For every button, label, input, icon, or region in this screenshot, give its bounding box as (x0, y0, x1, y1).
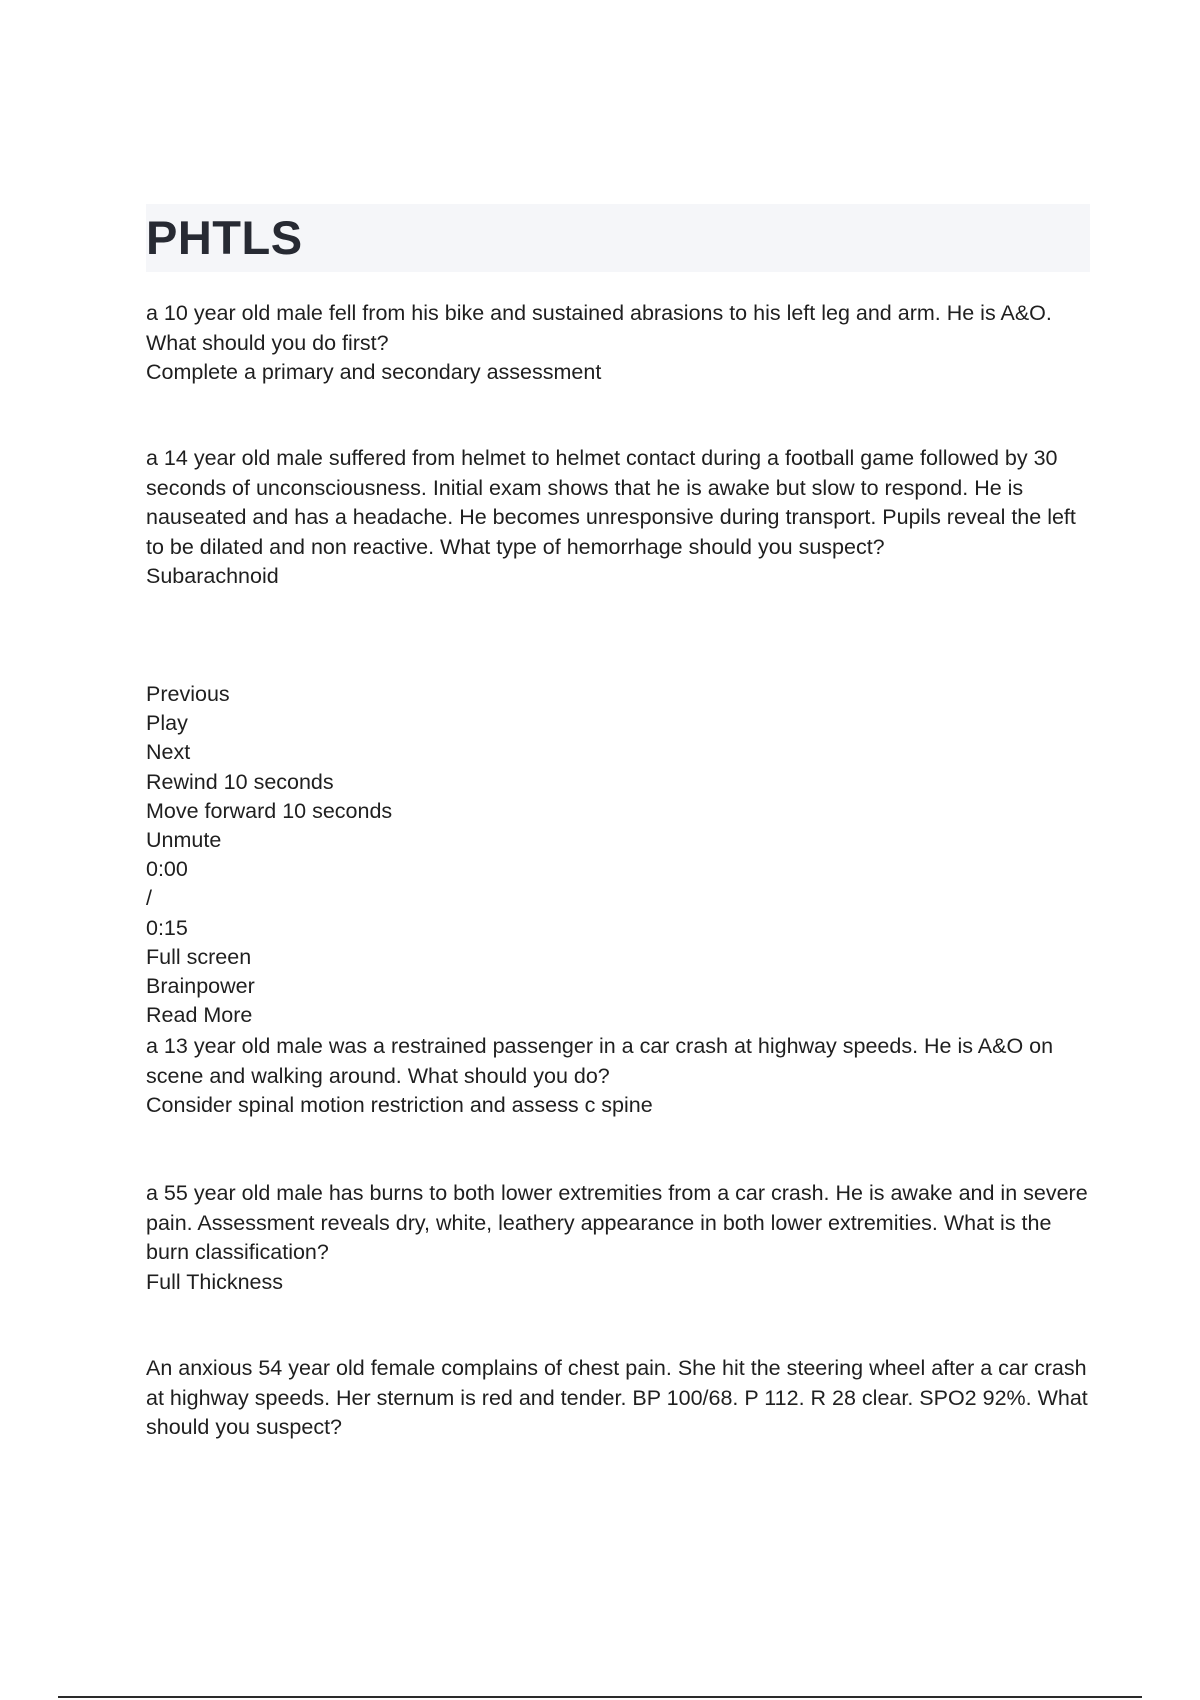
time-separator: / (146, 886, 152, 911)
fullscreen-button[interactable]: Full screen (146, 944, 252, 969)
card-answer: Subarachnoid (146, 564, 279, 588)
next-button[interactable]: Next (146, 740, 191, 765)
play-button[interactable]: Play (146, 711, 188, 736)
flashcard-3 (146, 1032, 1090, 1121)
read-more-link[interactable]: Read More (146, 1003, 253, 1028)
duration: 0:15 (146, 915, 188, 940)
video-player-controls (146, 680, 392, 1030)
forward-10-button[interactable]: Move forward 10 seconds (146, 798, 393, 823)
title-banner (146, 204, 1090, 272)
page-title: PHTLS (146, 211, 303, 264)
flashcard-5 (146, 1354, 1090, 1443)
current-time: 0:00 (146, 857, 188, 882)
flashcard-4 (146, 1179, 1090, 1297)
rewind-10-button[interactable]: Rewind 10 seconds (146, 769, 334, 794)
card-question: a 13 year old male was a restrained passenger in a car crash at highway speeds. He is A&O on scene and walking around. What should you do? (146, 1034, 1054, 1088)
brainpower-link[interactable]: Brainpower (146, 974, 255, 999)
flashcard-2 (146, 444, 1090, 592)
card-question: a 10 year old male fell from his bike and sustained abrasions to his left leg and arm. He is A&O. What should you do first? (146, 301, 1052, 355)
card-question: a 55 year old male has burns to both lower extremities from a car crash. He is awake and in severe pain. Assessment reveals dry, white, leathery appearance in both lower extremities. What is the burn classification? (146, 1181, 1088, 1264)
card-answer: Full Thickness (146, 1269, 284, 1294)
card-answer: Consider spinal motion restriction and assess c spine (146, 1093, 653, 1117)
card-answer: Complete a primary and secondary assessment (146, 360, 602, 384)
unmute-button[interactable]: Unmute (146, 828, 222, 853)
bottom-divider (58, 1696, 1142, 1698)
card-question: An anxious 54 year old female complains of chest pain. She hit the steering wheel after a car crash at highway speeds. Her sternum is red and tender. BP 100/68. P 112. R 28 clear. SPO2 92%. What should you suspect? (146, 1356, 1088, 1439)
card-question: a 14 year old male suffered from helmet to helmet contact during a football game followed by 30 seconds of unconsciousness. Initial exam shows that he is awake but slow to respond. He is nauseated and has a headache. He becomes unresponsive during transport. Pupils reveal the left to be dilated and non reactive. What type of hemorrhage should you suspect? (146, 446, 1076, 559)
previous-button[interactable]: Previous (146, 682, 230, 706)
flashcard-1 (146, 299, 1090, 388)
